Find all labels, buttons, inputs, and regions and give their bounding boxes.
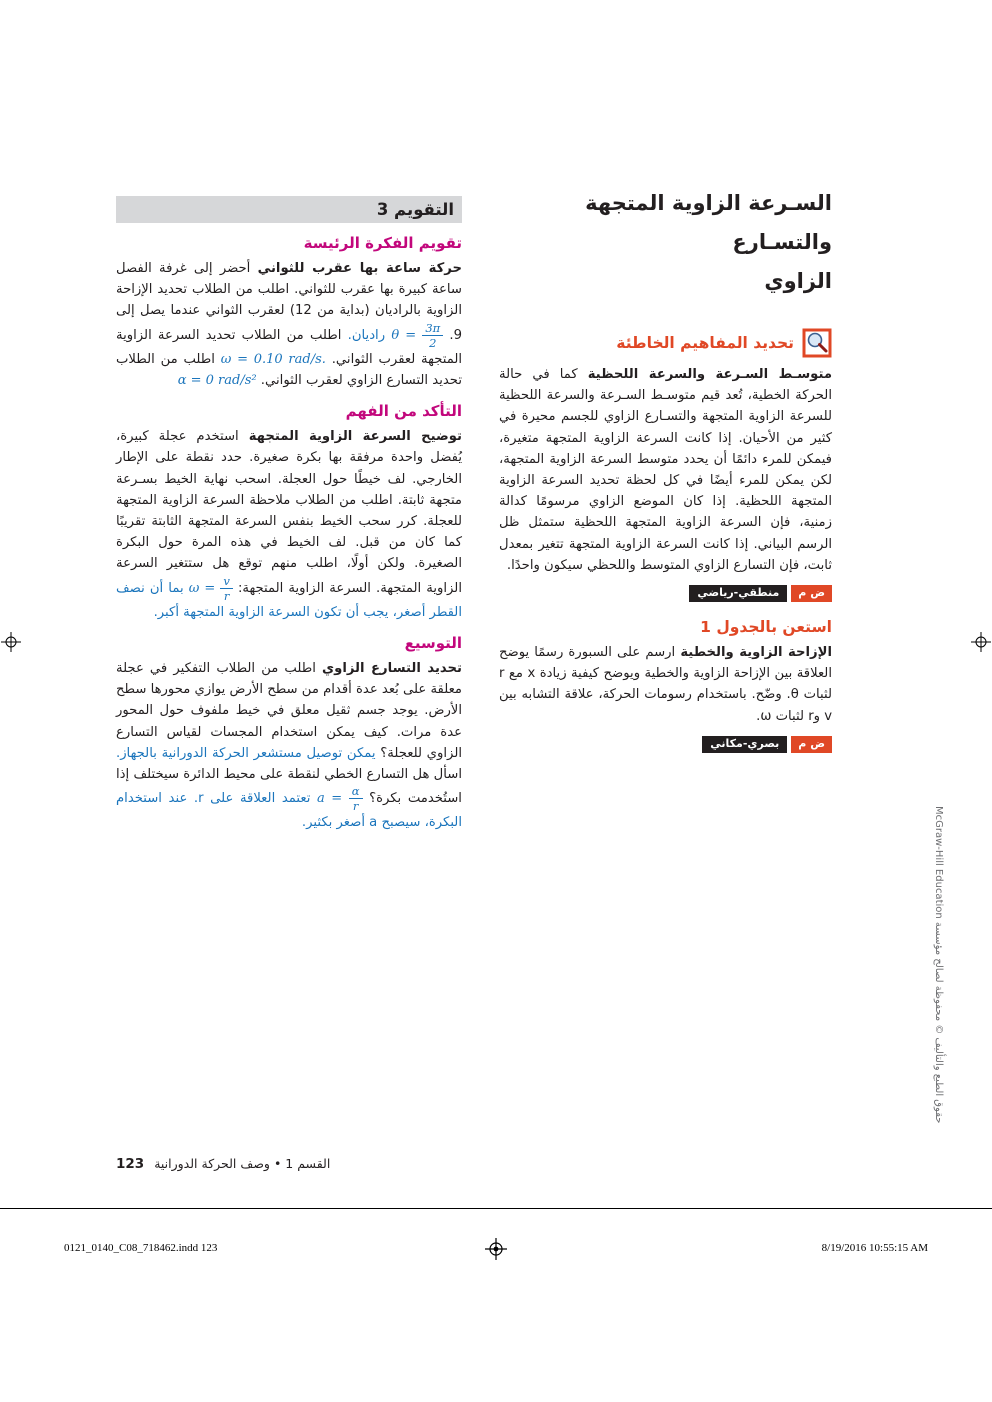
- fraction-numerator: α: [349, 785, 363, 799]
- formula-lhs: θ =: [391, 327, 417, 343]
- main-idea-text2: اطلب من الطلاب تحديد السرعة الزاوية المتجهة لعقرب الثواني.: [116, 327, 462, 367]
- omega-vr-formula: [188, 573, 233, 603]
- extension-answer1: يمكن توصيل مستشعر الحركة الدورانية بالجهاز.: [116, 745, 376, 761]
- fraction-denominator: r: [223, 588, 230, 603]
- intelligence-type-badge: منطقي-رياضي: [689, 585, 787, 602]
- teacher-column: [116, 196, 462, 833]
- check-lead: توضيح السرعة الزاوية المتجهة: [248, 429, 462, 445]
- page-title-line2: الزاوي: [764, 269, 832, 293]
- fraction: [422, 322, 443, 349]
- fraction: [220, 575, 233, 602]
- misconceptions-body: كما في حالة الحركة الخطية، تُعد قيم متوسـط السـرعة والسرعة اللحظية للسرعة الزاوية المتجهة والتسـارع الزاوي للجسم محيرة في كثير من الأحيان. إذا كانت السرعة الزاوية المتجهة متغيرة، فيمكن للمرء دائمًا أن يحدد متوسط السرعة الزاوية المتجهة، لكن يمكن للمرء أيضًا في كل لحظة تحديد السرعة الزاوية المتجهة اللحظية. إذا كان الموضع الزاوي مرسومًا كدالة زمنية، فإن السرعة الزاوية المتجهة اللحظية ستمثل ظل الرسم البياني. إذا كانت السرعة الزاوية المتجهة تتغير بمعدل ثابت، فإن التسارع الزاوي المتوسط واللحظي سيكون واحدًا.: [499, 367, 832, 573]
- trim-rule: [0, 1208, 992, 1209]
- fraction-numerator: 3π: [422, 322, 443, 336]
- misconceptions-heading: تحديد المفاهيم الخاطئة: [616, 334, 794, 352]
- main-idea-lead: حركة ساعة بها عقرب للثواني: [257, 261, 462, 276]
- section-label: القسم 1 • وصف الحركة الدورانية: [154, 1156, 331, 1171]
- fraction-denominator: r: [352, 799, 359, 814]
- fraction-denominator: 2: [429, 335, 437, 350]
- check-text: استخدم عجلة كبيرة، يُفضل واحدة مرفقة بها بكرة صغيرة. حدد نقطة على الإطار الخارجي. لف خيطًا حول العجلة. اسحب نهاية الخيط بسـرعة متجهة ثابتة. اطلب من الطلاب ملاحظة السرعة الزاوية المتجهة للعجلة. كرر سحب الخيط بنفس السرعة المتجهة الثابتة تقريبًا كما كان من قبل. لف الخيط في هذه المرة حول البكرة الصغيرة. ولكن أولًا، اطلب منهم توقع هل ستتغير السرعة الزاوية المتجهة. السرعة الزاوية المتجهة:: [116, 429, 462, 596]
- check-understanding-paragraph: [116, 426, 462, 623]
- check-answer: بما أن نصف القطر أصغر، يجب أن تكون السرعة الزاوية المتجهة أكبر.: [116, 580, 462, 620]
- extension-paragraph: [116, 658, 462, 834]
- standard-code-badge: ض م: [791, 736, 832, 753]
- misconceptions-lead: متوسـط السـرعة والسرعة اللحظية: [587, 367, 832, 382]
- formula-lhs: ω =: [188, 580, 216, 596]
- assessment-section-bar: [116, 196, 462, 223]
- extension-heading: التوسيع: [404, 633, 462, 652]
- registration-mark-center-icon: [485, 1238, 507, 1264]
- registration-mark-left-icon: [1, 632, 21, 656]
- standard-code-badge: ض م: [791, 585, 832, 602]
- copyright-sidebar: حقوق الطبع والتأليف © محفوظة لصالح مؤسسة McGraw-Hill Education: [933, 806, 944, 1124]
- alpha-value-formula: α = 0 rad/s²: [177, 372, 257, 388]
- formula-lhs: a =: [316, 791, 343, 807]
- intelligence-type-badge: بصري-مكاني: [702, 736, 787, 753]
- standards-badges-1: [499, 585, 832, 602]
- main-idea-heading: تقويم الفكرة الرئيسة: [303, 234, 462, 252]
- omega-value-formula: ω = 0.10 rad/s.: [220, 351, 326, 367]
- page-title: [499, 184, 832, 301]
- main-idea-text3: اطلب من الطلاب تحديد التسارع الزاوي لعقرب الثواني.: [116, 351, 462, 388]
- table1-paragraph: [499, 642, 832, 727]
- main-idea-paragraph: [116, 258, 462, 391]
- print-datetime: 8/19/2016 10:55:15 AM: [821, 1242, 928, 1254]
- table1-lead: الإزاحة الزاوية والخطية: [680, 645, 832, 661]
- print-file-info: 0121_0140_C08_718462.indd 123: [64, 1242, 218, 1254]
- page-number: 123: [116, 1156, 145, 1172]
- check-understanding-heading: التأكد من الفهم: [345, 402, 462, 421]
- theta-formula-unit: راديان.: [347, 327, 386, 343]
- misconceptions-header: [499, 328, 832, 358]
- registration-mark-right-icon: [971, 632, 991, 656]
- extension-text1: اطلب من الطلاب التفكير في عجلة معلقة على بُعد عدة أقدام من سطح الأرض يوازي محورها سطح الأرض. يوجد جسم ثقيل معلق في خيط ملفوف حول المحور عدة مرات. كيف يمكن استخدام المجسات لقياس التسارع الزاوي للعجلة؟: [116, 660, 462, 761]
- misconceptions-paragraph: [499, 364, 832, 576]
- table1-heading: استعن بالجدول 1: [700, 618, 832, 637]
- page-title-line1: السـرعة الزاوية المتجهة والتسـارع: [585, 191, 832, 254]
- standards-badges-2: [499, 736, 832, 753]
- acceleration-formula: [316, 784, 363, 814]
- main-idea-text1: أحضر إلى غرفة الفصل ساعة كبيرة بها عقرب للثواني. اطلب من الطلاب تحديد الإزاحة الزاوية بالراديان (بداية من 12) لعقرب الثواني عندما يصل إلى 9.: [116, 261, 462, 343]
- extension-text2: اسأل هل التسارع الخطي لنقطة على محيط الدائرة سيختلف إذا استُخدمت بكرة؟: [116, 766, 462, 807]
- magnifier-icon: [802, 328, 832, 358]
- extension-answer2: تعتمد العلاقة على r. عند استخدام البكرة، سيصبح a أصغر بكثير.: [116, 791, 462, 831]
- fraction-numerator: v: [220, 575, 233, 589]
- page-footer: [116, 1156, 330, 1172]
- assessment-bar-title: التقويم 3: [376, 200, 454, 219]
- table1-body: ارسم على السبورة رسمًا يوضح العلاقة بين الإزاحة الزاوية والخطية ويوضح كيفية زيادة x مع r لثبات θ. وضّح. باستخدام رسومات الحركة، علاقة التشابه بين v وr لثبات ω.: [499, 645, 832, 724]
- extension-lead: تحديد التسارع الزاوي: [322, 660, 462, 676]
- main-column: [499, 184, 832, 753]
- fraction: [349, 785, 363, 812]
